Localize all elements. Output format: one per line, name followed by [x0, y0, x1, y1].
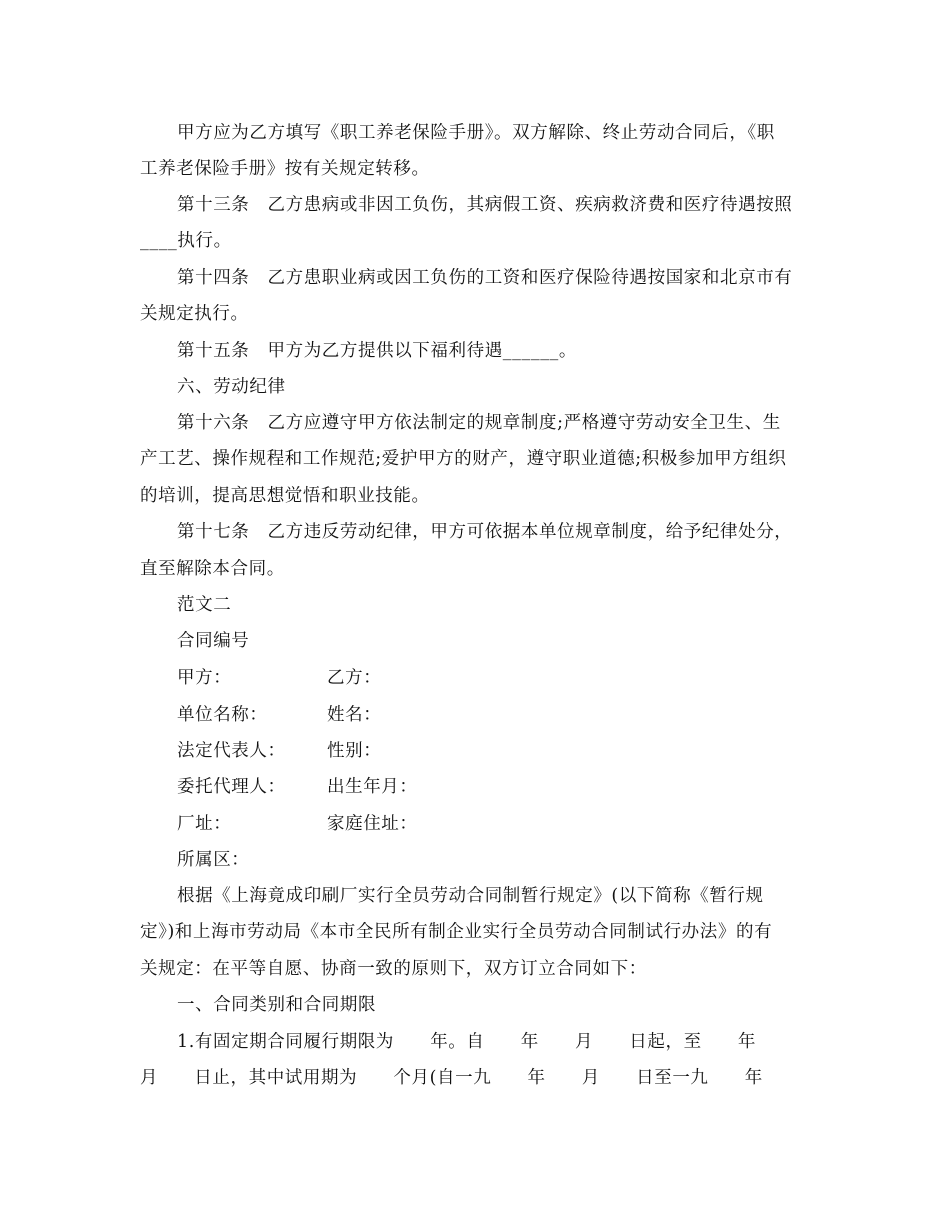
name-label: 姓名： — [327, 705, 382, 725]
paragraph-line: 关规定：在平等自愿、协商一致的原则下，双方订立合同如下： — [140, 959, 647, 979]
clause-line: 月 日止，其中试用期为 个月(自一九 年 月 日至一九 年 — [140, 1068, 763, 1088]
factory-address-label: 厂址： — [177, 814, 232, 834]
paragraph-line: 直至解除本合同。 — [140, 559, 285, 579]
paragraph-line: 关规定执行。 — [140, 304, 249, 324]
party-row — [177, 703, 677, 727]
party-row — [177, 775, 677, 799]
unit-name-label: 单位名称： — [177, 705, 268, 725]
article-13-line: 第十三条 乙方患病或非因工负伤，其病假工资、疾病救济费和医疗待遇按照 — [177, 195, 793, 215]
paragraph-line: 甲方应为乙方填写《职工养老保险手册》。双方解除、终止劳动合同后，《职 — [177, 123, 775, 143]
paragraph-line: 工养老保险手册》按有关规定转移。 — [140, 159, 430, 179]
birth-label: 出生年月： — [327, 777, 418, 797]
paragraph-line: ____执行。 — [140, 231, 232, 251]
party-row — [177, 666, 677, 690]
article-14-line: 第十四条 乙方患职业病或因工负伤的工资和医疗保险待遇按国家和北京市有 — [177, 268, 793, 288]
paragraph-line: 定》)和上海市劳动局《本市全民所有制企业实行全员劳动合同制试行办法》的有 — [140, 922, 773, 942]
home-address-label: 家庭住址： — [327, 814, 418, 834]
gender-label: 性别： — [327, 741, 382, 761]
sample-heading: 范文二 — [177, 595, 232, 615]
party-a-label: 甲方： — [177, 668, 232, 688]
clause-line: 1.有固定期合同履行期限为 年。自 年 月 日起，至 年 — [177, 1032, 756, 1052]
party-b-label: 乙方： — [327, 668, 382, 688]
section-heading: 六、劳动纪律 — [177, 377, 286, 397]
section-heading: 一、合同类别和合同期限 — [177, 995, 377, 1015]
article-17-line: 第十七条 乙方违反劳动纪律，甲方可依据本单位规章制度，给予纪律处分， — [177, 522, 793, 542]
article-16-line: 第十六条 乙方应遵守甲方依法制定的规章制度;严格遵守劳动安全卫生、生 — [177, 413, 781, 433]
paragraph-line: 根据《上海竟成印刷厂实行全员劳动合同制暂行规定》(以下简称《暂行规 — [177, 886, 764, 906]
paragraph-line: 产工艺、操作规程和工作规范;爱护甲方的财产，遵守职业道德;积极参加甲方组织 — [140, 449, 787, 469]
party-row — [177, 812, 677, 836]
district-label: 所属区： — [177, 850, 250, 870]
paragraph-line: 的培训，提高思想觉悟和职业技能。 — [140, 486, 430, 506]
legal-rep-label: 法定代表人： — [177, 741, 286, 761]
party-row — [177, 739, 677, 763]
contract-number-label: 合同编号 — [177, 631, 250, 651]
article-15-line: 第十五条 甲方为乙方提供以下福利待遇______。 — [177, 341, 577, 361]
agent-label: 委托代理人： — [177, 777, 286, 797]
